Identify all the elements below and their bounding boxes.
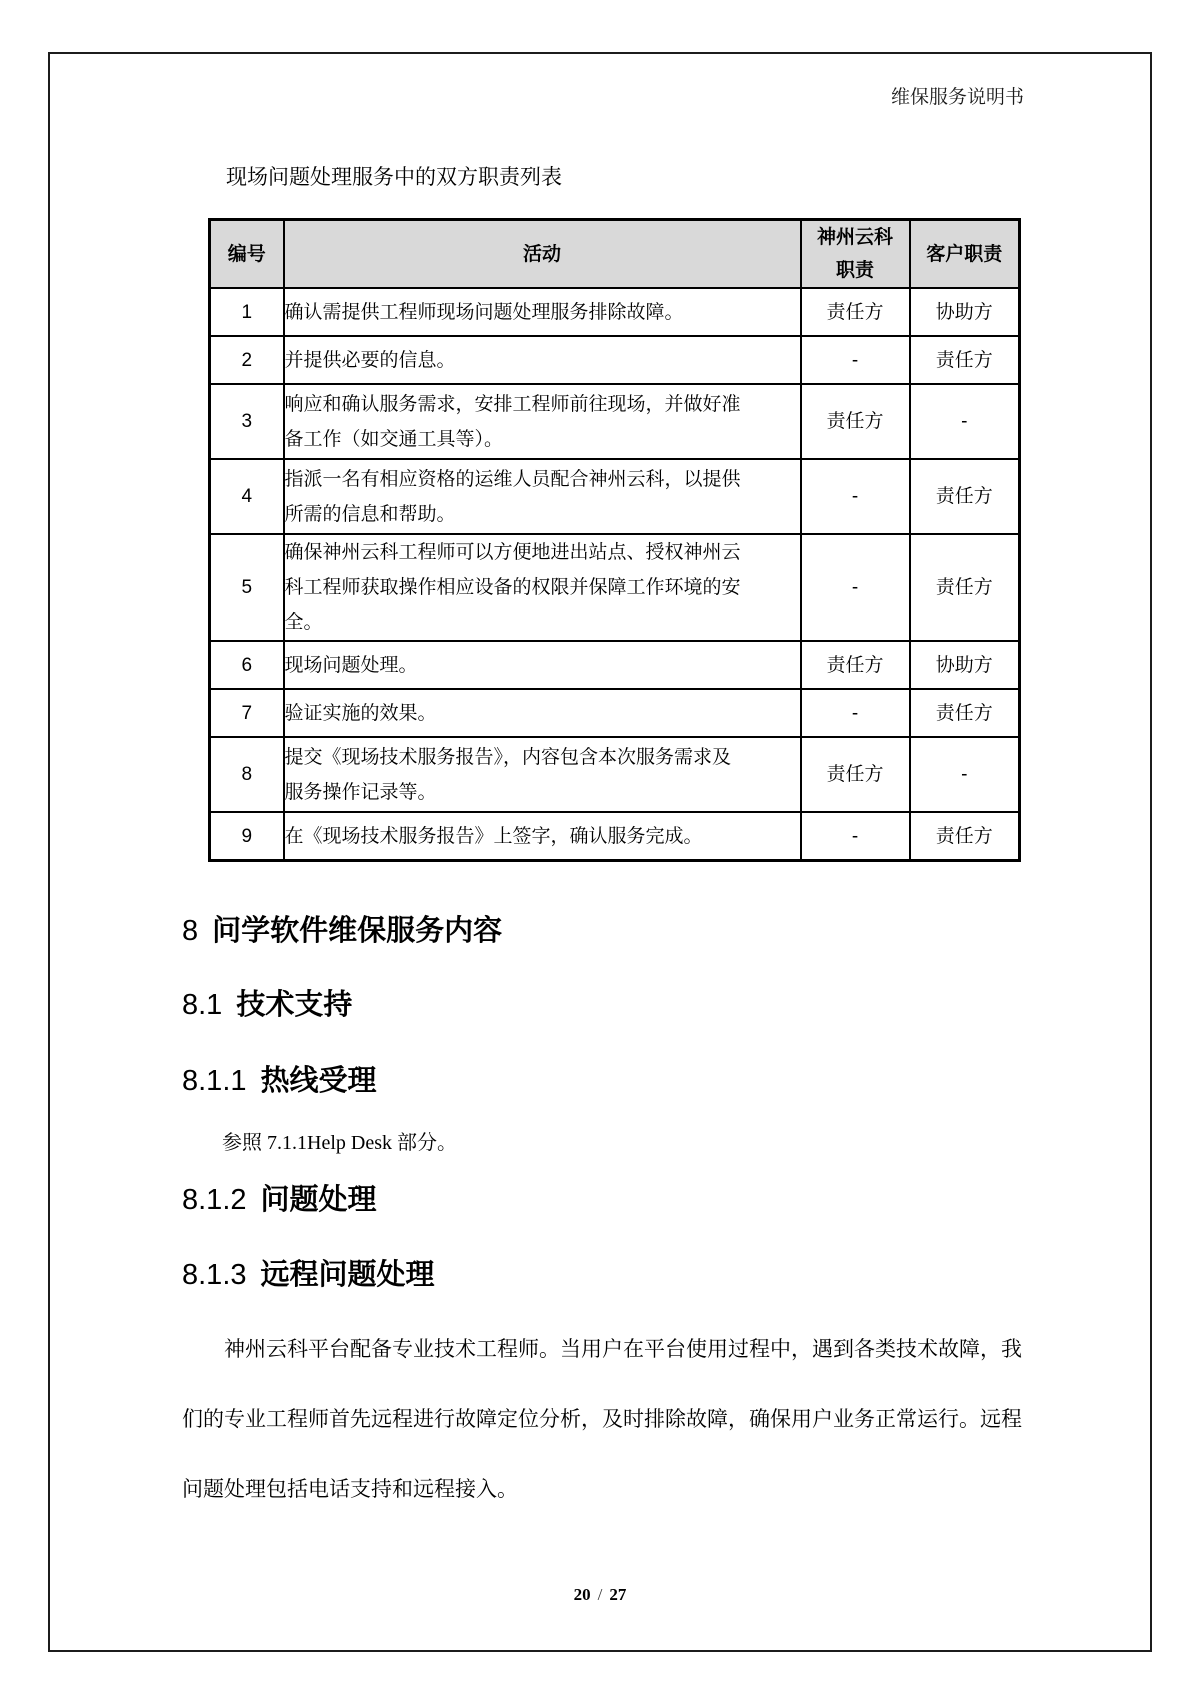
col-header-vendor-role xyxy=(801,220,910,289)
table-row xyxy=(210,288,1020,336)
table-header-row xyxy=(210,220,1020,289)
col-header-customer-role: 客户职责 xyxy=(910,220,1020,289)
page-number-footer xyxy=(0,1585,1200,1605)
customer-role-cell: 协助方 xyxy=(910,288,1020,336)
document-header-title: 维保服务说明书 xyxy=(890,87,1024,108)
activity-cell xyxy=(284,689,801,737)
hotline-reference-paragraph: 参照 7.1.1Help Desk 部分。 xyxy=(222,1132,457,1154)
row-number-cell: 3 xyxy=(210,384,284,459)
activity-cell xyxy=(284,336,801,384)
section-number: 8.1.3 xyxy=(182,1259,247,1291)
activity-text: 验证实施的效果。 xyxy=(284,702,437,724)
table-row xyxy=(210,737,1020,812)
activity-cell xyxy=(284,384,801,459)
page-number-separator: / xyxy=(597,1585,603,1604)
remote-handling-paragraph xyxy=(182,1315,1022,1525)
customer-role-cell: 责任方 xyxy=(910,459,1020,534)
row-number-cell: 2 xyxy=(210,336,284,384)
col-header-number: 编号 xyxy=(210,220,284,289)
activity-text: 确认需提供工程师现场问题处理服务排除故障。 xyxy=(284,301,684,323)
section-number: 8.1 xyxy=(182,989,223,1021)
customer-role-cell: 协助方 xyxy=(910,641,1020,689)
vendor-role-cell: 责任方 xyxy=(801,384,910,459)
vendor-role-cell: - xyxy=(801,534,910,641)
section-title: 技术支持 xyxy=(236,989,353,1021)
activity-text: 在《现场技术服务报告》上签字，确认服务完成。 xyxy=(284,825,703,847)
vendor-role-cell: - xyxy=(801,336,910,384)
responsibility-table xyxy=(208,218,1021,862)
table-caption: 现场问题处理服务中的双方职责列表 xyxy=(226,166,562,189)
table-row xyxy=(210,641,1020,689)
table-row xyxy=(210,336,1020,384)
col-header-vendor-role-text: 神州云科职责 xyxy=(816,227,893,281)
customer-role-cell: 责任方 xyxy=(910,534,1020,641)
activity-cell xyxy=(284,812,801,861)
activity-text: 提交《现场技术服务报告》，内容包含本次服务需求及服务操作记录等。 xyxy=(284,746,732,803)
row-number-cell: 9 xyxy=(210,812,284,861)
vendor-role-cell: - xyxy=(801,459,910,534)
vendor-role-cell: - xyxy=(801,812,910,861)
paragraph-line: 们的专业工程师首先远程进行故障定位分析，及时排除故障，确保用户业务正常运行。远程 xyxy=(182,1408,1022,1431)
section-title: 问学软件维保服务内容 xyxy=(212,915,503,947)
activity-text: 现场问题处理。 xyxy=(284,654,418,676)
section-title: 问题处理 xyxy=(260,1184,377,1216)
row-number-cell: 7 xyxy=(210,689,284,737)
activity-cell xyxy=(284,737,801,812)
activity-text: 响应和确认服务需求，安排工程师前往现场，并做好准备工作（如交通工具等）。 xyxy=(284,393,741,450)
section-title: 远程问题处理 xyxy=(260,1259,435,1291)
paragraph-line: 问题处理包括电话支持和远程接入。 xyxy=(182,1478,518,1501)
table-row xyxy=(210,812,1020,861)
row-number-cell: 6 xyxy=(210,641,284,689)
customer-role-cell: 责任方 xyxy=(910,336,1020,384)
customer-role-cell: 责任方 xyxy=(910,812,1020,861)
row-number-cell: 1 xyxy=(210,288,284,336)
section-number: 8.1.2 xyxy=(182,1184,247,1216)
paragraph-line: 神州云科平台配备专业技术工程师。当用户在平台使用过程中，遇到各类技术故障，我 xyxy=(224,1338,1022,1361)
section-number: 8.1.1 xyxy=(182,1065,247,1097)
section-title: 热线受理 xyxy=(260,1065,377,1097)
customer-role-cell: 责任方 xyxy=(910,689,1020,737)
activity-text: 并提供必要的信息。 xyxy=(284,349,456,371)
activity-cell xyxy=(284,641,801,689)
activity-cell xyxy=(284,288,801,336)
vendor-role-cell: 责任方 xyxy=(801,288,910,336)
section-heading-8-1 xyxy=(182,986,352,1029)
customer-role-cell: - xyxy=(910,384,1020,459)
vendor-role-cell: 责任方 xyxy=(801,641,910,689)
table-row xyxy=(210,384,1020,459)
row-number-cell: 8 xyxy=(210,737,284,812)
section-heading-8 xyxy=(182,912,502,955)
activity-cell xyxy=(284,459,801,534)
activity-cell xyxy=(284,534,801,641)
table-row xyxy=(210,534,1020,641)
vendor-role-cell: 责任方 xyxy=(801,737,910,812)
activity-text: 指派一名有相应资格的运维人员配合神州云科，以提供所需的信息和帮助。 xyxy=(284,468,741,525)
section-heading-8-1-1 xyxy=(182,1062,377,1105)
row-number-cell: 4 xyxy=(210,459,284,534)
vendor-role-cell: - xyxy=(801,689,910,737)
customer-role-cell: - xyxy=(910,737,1020,812)
table-row xyxy=(210,459,1020,534)
section-number: 8 xyxy=(182,915,199,947)
row-number-cell: 5 xyxy=(210,534,284,641)
section-heading-8-1-3 xyxy=(182,1256,435,1299)
activity-text: 确保神州云科工程师可以方便地进出站点、授权神州云科工程师获取操作相应设备的权限并保障工作环境的安全。 xyxy=(284,542,741,633)
section-heading-8-1-2 xyxy=(182,1181,377,1224)
col-header-activity: 活动 xyxy=(284,220,801,289)
current-page-number: 20 xyxy=(573,1585,591,1604)
table-row xyxy=(210,689,1020,737)
total-page-number: 27 xyxy=(609,1585,627,1604)
